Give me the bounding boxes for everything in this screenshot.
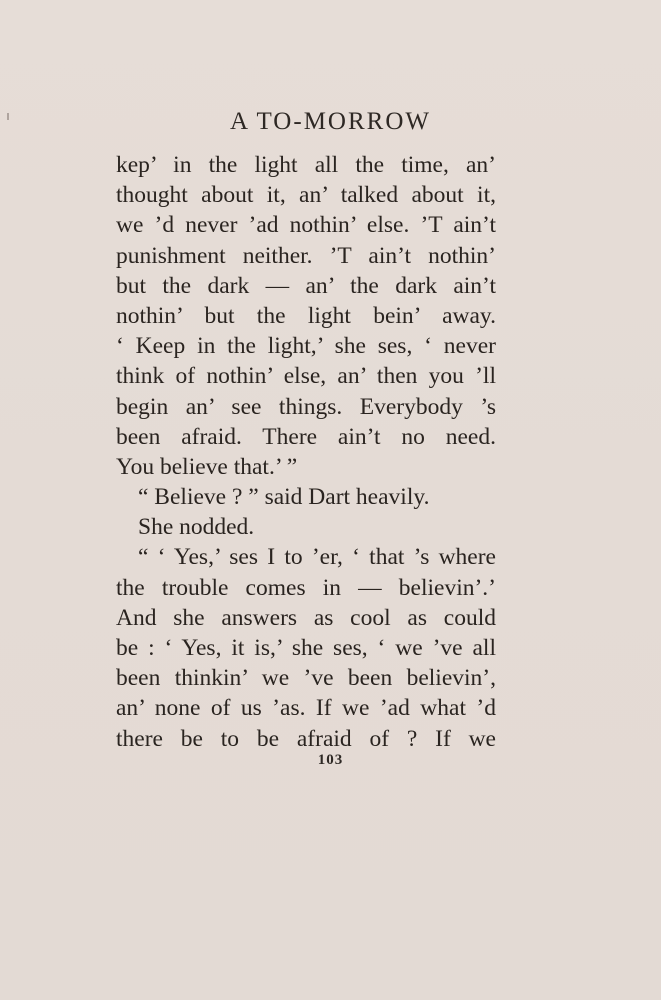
text-line: there be to be afraid of ? If we xyxy=(116,725,496,752)
text-line: kep’ in the light all the time, an’ xyxy=(116,152,496,178)
text-line: thought about it, an’ talked about it, xyxy=(116,182,496,209)
text-line: an’ none of us ’as. If we ’ad what ’d xyxy=(116,695,496,722)
text-line: nothin’ but the light bein’ away. xyxy=(116,302,496,329)
text-line: punishment neither. ’T ain’t nothin’ xyxy=(116,242,496,269)
text-line: been thinkin’ we ’ve been believin’, xyxy=(116,665,496,692)
text-line: You believe that.’ ” xyxy=(116,453,298,480)
page-number: 103 xyxy=(317,752,344,768)
text-line: ‘ Keep in the light,’ she ses, ‘ never xyxy=(116,333,496,360)
text-line: we ’d never ’ad nothin’ else. ’T ain’t xyxy=(116,212,496,239)
text-line: She nodded. xyxy=(138,514,255,541)
body-text xyxy=(116,150,496,754)
text-line: be : ‘ Yes, it is,’ she ses, ‘ we ’ve all xyxy=(116,635,496,661)
text-line: “ Believe ? ” said Dart heavily. xyxy=(138,484,430,511)
text-line: begin an’ see things. Everybody ’s xyxy=(116,393,496,420)
text-line: And she answers as cool as could xyxy=(116,604,496,631)
text-line: the trouble comes in — believin’.’ xyxy=(116,574,496,601)
text-line: think of nothin’ else, an’ then you ’ll xyxy=(116,363,496,390)
text-line: “ ‘ Yes,’ ses I to ’er, ‘ that ’s where xyxy=(138,544,496,571)
text-line: been afraid. There ain’t no need. xyxy=(116,423,496,450)
text-line: but the dark — an’ the dark ain’t xyxy=(116,272,496,299)
running-head: A TO-MORROW xyxy=(230,108,431,135)
